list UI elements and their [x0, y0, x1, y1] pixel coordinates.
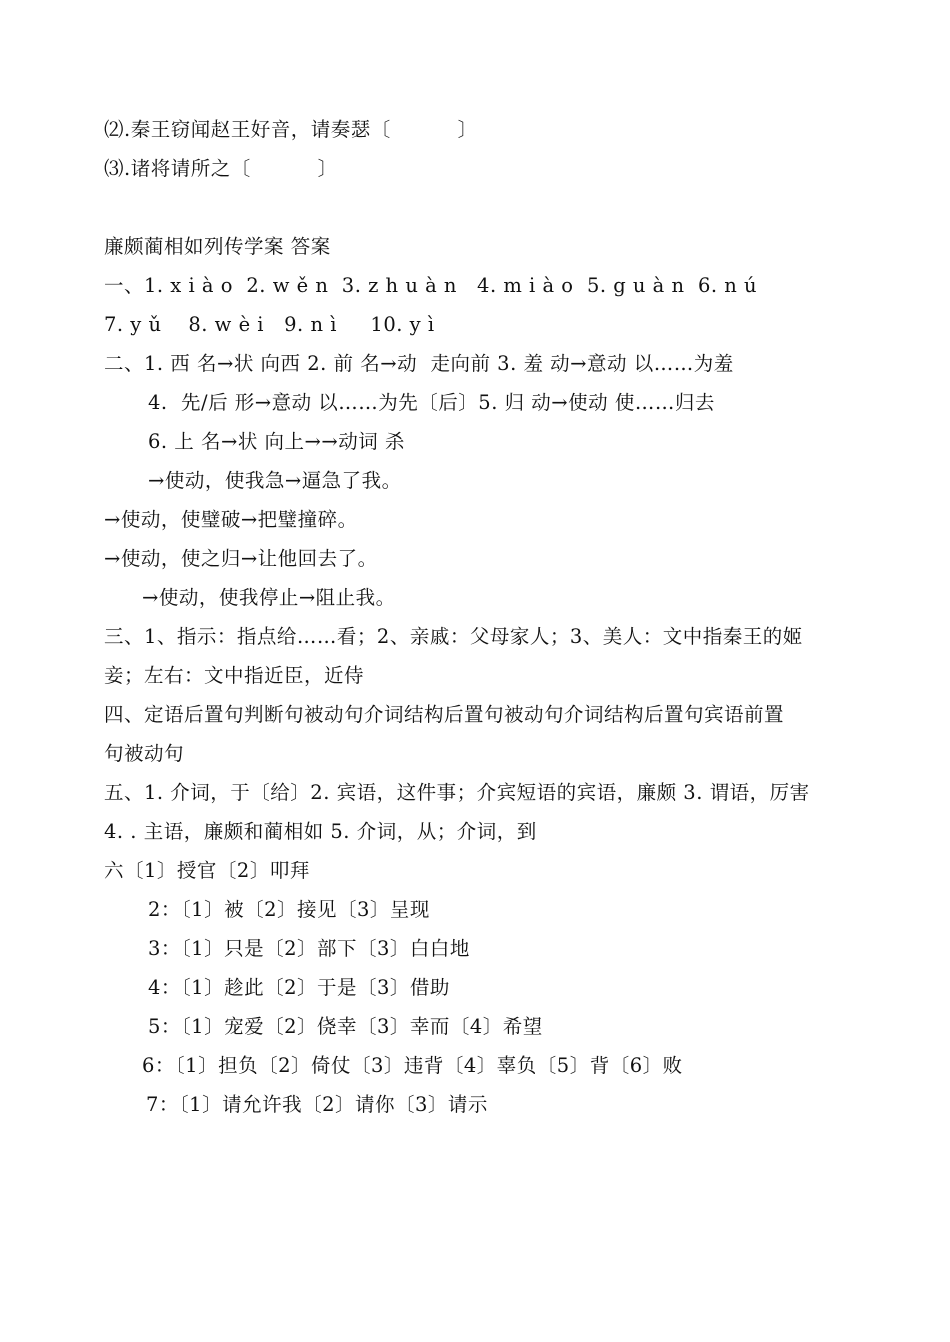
- answer-line-14: 五、1. 介词，于〔给〕2. 宾语，这件事；介宾短语的宾语，廉颇 3. 谓语，厉害: [104, 781, 810, 804]
- answer-line-22: 7：〔1〕请允许我〔2〕请你〔3〕请示: [146, 1093, 488, 1116]
- answer-line-18: 3：〔1〕只是〔2〕部下〔3〕白白地: [148, 937, 470, 960]
- answer-line-8: →使动，使之归→让他回去了。: [104, 547, 378, 570]
- question-3-line: ⑶.诸将请所之〔 〕: [104, 157, 338, 180]
- answer-line-12: 四、定语后置句判断句被动句介词结构后置句被动句介词结构后置句宾语前置: [104, 703, 785, 726]
- answer-line-11: 妾；左右：文中指近臣，近侍: [104, 664, 365, 687]
- answer-line-1: 一、1. x i à o 2. w ě n 3. z h u à n 4. m i à o 5. g u à n 6. n ú: [104, 274, 758, 297]
- answers-title: 廉颇蔺相如列传学案 答案: [104, 235, 331, 258]
- answer-line-17: 2：〔1〕被〔2〕接见〔3〕呈现: [148, 898, 430, 921]
- answer-line-16: 六〔1〕授官〔2〕叩拜: [104, 859, 310, 882]
- answer-line-9: →使动，使我停止→阻止我。: [142, 586, 396, 609]
- answer-line-20: 5：〔1〕宠爱〔2〕侥幸〔3〕幸而〔4〕希望: [148, 1015, 543, 1038]
- answer-line-2: 7. y ǔ 8. w è i 9. n ì 10. y ì: [104, 313, 435, 336]
- answer-line-4: 4. 先/后 形→意动 以……为先〔后〕5. 归 动→使动 使……归去: [148, 391, 715, 414]
- answer-line-5: 6. 上 名→状 向上→→动词 杀: [148, 430, 405, 453]
- answer-line-13: 句被动句: [104, 742, 185, 765]
- answer-line-15: 4. . 主语，廉颇和蔺相如 5. 介词，从；介词，到: [104, 820, 537, 843]
- answer-line-19: 4：〔1〕趁此〔2〕于是〔3〕借助: [148, 976, 450, 999]
- answer-line-21: 6：〔1〕担负〔2〕倚仗〔3〕违背〔4〕辜负〔5〕背〔6〕败: [142, 1054, 683, 1077]
- answer-line-3: 二、1. 西 名→状 向西 2. 前 名→动 走向前 3. 羞 动→意动 以……为羞: [104, 352, 734, 375]
- answer-line-10: 三、1、指示：指点给……看；2、亲戚：父母家人；3、美人：文中指秦王的姬: [104, 625, 803, 648]
- answer-line-6: →使动，使我急→逼急了我。: [148, 469, 402, 492]
- answer-line-7: →使动，使璧破→把璧撞碎。: [104, 508, 358, 531]
- question-2-line: ⑵.秦王窃闻赵王好音，请奏瑟〔 〕: [104, 118, 478, 141]
